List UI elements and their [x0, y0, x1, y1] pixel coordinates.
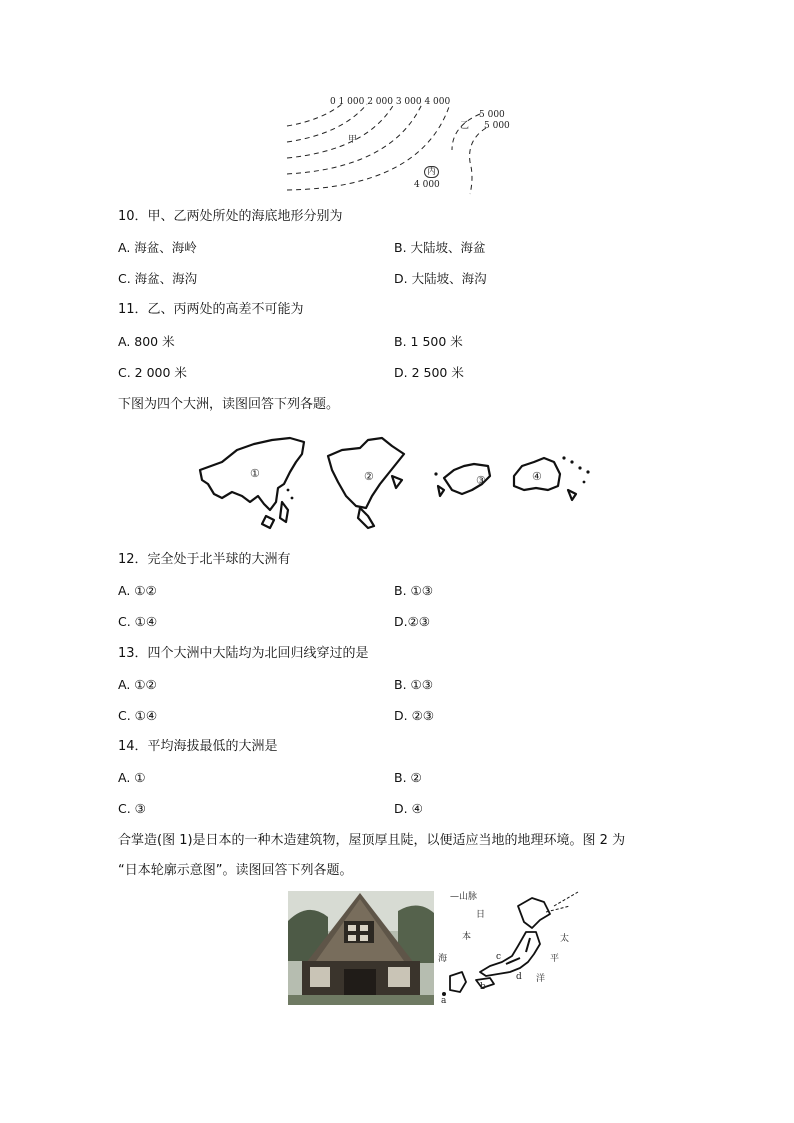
pacific-label-3: 洋: [536, 974, 546, 984]
question-14-stem: 14．平均海拔最低的大洲是: [118, 739, 278, 754]
japan-legend-mountain: —山脉: [450, 892, 478, 902]
question-10-stem: 10．甲、乙两处所处的海底地形分别为: [118, 209, 343, 224]
question-10-option-b[interactable]: B. 大陆坡、海盆: [394, 240, 486, 255]
japan-sea-label-1: 日: [476, 910, 486, 920]
question-12-stem: 12．完全处于北半球的大洲有: [118, 552, 291, 567]
question-13-stem: 13．四个大洲中大陆均为北回归线穿过的是: [118, 646, 369, 661]
continents-intro: 下图为四个大洲，读图回答下列各题。: [118, 397, 340, 412]
japan-outline-map: [436, 888, 586, 1010]
question-14-option-b[interactable]: B. ②: [394, 770, 422, 785]
question-12-option-a[interactable]: A. ①②: [118, 583, 157, 598]
continent-label-2: ②: [364, 470, 374, 483]
contour-depth-labels: 0 1 000 2 000 3 000 4 000: [330, 97, 451, 107]
question-12-option-d[interactable]: D.②③: [394, 614, 431, 629]
question-11-stem: 11．乙、丙两处的高差不可能为: [118, 302, 304, 317]
japan-point-b: b: [480, 982, 486, 992]
question-13-option-a[interactable]: A. ①②: [118, 677, 157, 692]
contour-label-5000-b: 5 000: [484, 121, 510, 131]
continent-label-1: ①: [250, 467, 260, 480]
seabed-contour-figure: [282, 92, 522, 197]
question-13-option-c[interactable]: C. ①④: [118, 708, 158, 723]
question-14-option-a[interactable]: A. ①: [118, 770, 146, 785]
question-12-option-c[interactable]: C. ①④: [118, 614, 158, 629]
question-10-option-c[interactable]: C. 海盆、海沟: [118, 271, 198, 286]
pacific-label-2: 平: [550, 954, 560, 964]
pacific-label-1: 太: [560, 934, 570, 944]
contour-label-4000: 4 000: [414, 180, 440, 190]
question-14-option-c[interactable]: C. ③: [118, 801, 146, 816]
japan-sea-label-3: 海: [438, 954, 448, 964]
contour-label-jia: 甲: [348, 135, 358, 145]
gassho-house-photo: [288, 891, 434, 1005]
japan-intro-line-1: 合掌造(图 1)是日本的一种木造建筑物，屋顶厚且陡，以便适应当地的地理环境。图 2 为: [118, 833, 626, 848]
question-11-option-d[interactable]: D. 2 500 米: [394, 365, 464, 380]
contour-label-5000-a: 5 000: [479, 110, 505, 120]
question-11-option-c[interactable]: C. 2 000 米: [118, 365, 187, 380]
question-11-option-b[interactable]: B. 1 500 米: [394, 334, 463, 349]
question-10-option-d[interactable]: D. 大陆坡、海沟: [394, 271, 487, 286]
question-13-option-b[interactable]: B. ①③: [394, 677, 433, 692]
contour-label-yi: 乙: [460, 121, 470, 131]
question-13-option-d[interactable]: D. ②③: [394, 708, 434, 723]
continent-label-4: ④: [532, 470, 542, 483]
question-12-option-b[interactable]: B. ①③: [394, 583, 433, 598]
contour-label-bing: 丙: [424, 166, 439, 178]
japan-point-c: c: [496, 952, 502, 962]
question-10-option-a[interactable]: A. 海盆、海岭: [118, 240, 197, 255]
question-14-option-d[interactable]: D. ④: [394, 801, 423, 816]
continent-label-3: ③: [476, 474, 486, 487]
japan-point-a: a: [441, 996, 447, 1006]
japan-sea-label-2: 本: [462, 932, 472, 942]
question-11-option-a[interactable]: A. 800 米: [118, 334, 175, 349]
japan-intro-line-2: “日本轮廓示意图”。读图回答下列各题。: [118, 863, 353, 878]
japan-point-d: d: [516, 972, 522, 982]
